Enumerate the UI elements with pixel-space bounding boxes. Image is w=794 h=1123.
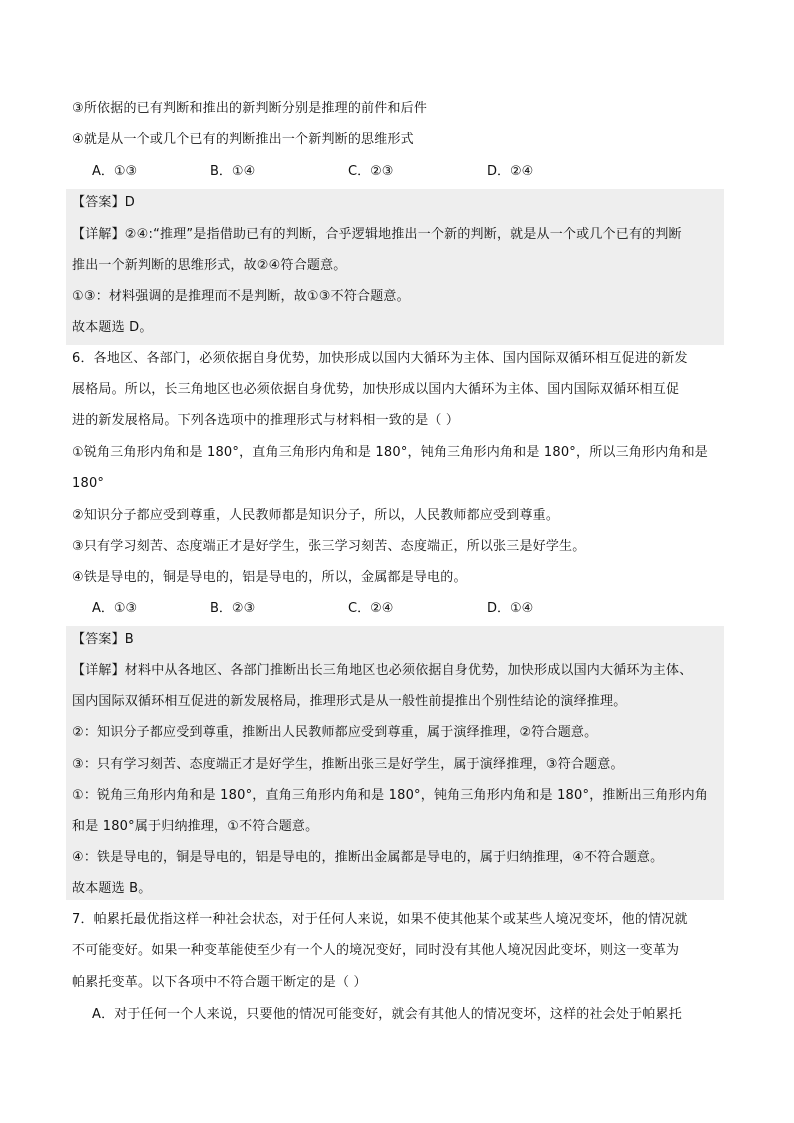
q6-analysis-line: ④：铁是导电的，铜是导电的，铝是导电的，推断出金属都是导电的，属于归纳推理，④不符合题意。 xyxy=(72,850,664,865)
q5-analysis-line: 【详解】②④:“推理”是指借助已有的判断，合乎逻辑地推出一个新的判断，就是从一个或几个已有的判断 xyxy=(72,227,682,242)
q6-analysis-line: 【详解】材料中从各地区、各部门推断出长三角地区也必须依据自身优势，加快形成以国内大循环为主体、 xyxy=(72,663,693,678)
q6-answer: 【答案】B xyxy=(72,632,134,647)
q5-option-c: C．②③ xyxy=(348,164,394,179)
q5-answer: 【答案】D xyxy=(72,195,136,210)
q6-stem-line: 进的新发展格局。下列各选项中的推理形式与材料相一致的是（ ） xyxy=(72,413,460,428)
q6-analysis-line: 和是 180°属于归纳推理，①不符合题意。 xyxy=(72,819,319,834)
q7-option-a: A．对于任何一个人来说，只要他的情况可能变好，就会有其他人的情况变坏，这样的社会处于帕累托 xyxy=(92,1007,682,1022)
q6-item-1: ①锐角三角形内角和是 180°，直角三角形内角和是 180°，钝角三角形内角和是 180°，所以三角形内角和是 xyxy=(72,445,708,460)
q6-stem-line: 6．各地区、各部门，必须依据自身优势，加快形成以国内大循环为主体、国内国际双循环相互促进的新发 xyxy=(72,351,688,366)
q7-stem-line: 7．帕累托最优指这样一种社会状态，对于任何人来说，如果不使其他某个或某些人境况变坏，他的情况就 xyxy=(72,912,688,927)
q6-item-4: ④铁是导电的，铜是导电的，铝是导电的，所以，金属都是导电的。 xyxy=(72,570,467,585)
q6-analysis-line: ①：锐角三角形内角和是 180°，直角三角形内角和是 180°，钝角三角形内角和是 180°，推断出三角形内角 xyxy=(72,788,708,803)
q5-option-b: B．①④ xyxy=(210,164,256,179)
q5-analysis-line: 推出一个新判断的思维形式，故②④符合题意。 xyxy=(72,258,347,273)
q6-option-a: A．①③ xyxy=(92,601,138,616)
q6-item-3: ③只有学习刻苦、态度端正才是好学生，张三学习刻苦、态度端正，所以张三是好学生。 xyxy=(72,539,586,554)
q6-stem-line: 展格局。所以，长三角地区也必须依据自身优势，加快形成以国内大循环为主体、国内国际双循环相互促 xyxy=(72,382,680,397)
q5-analysis-line: 故本题选 D。 xyxy=(72,320,153,335)
q7-stem-line: 不可能变好。如果一种变革能使至少有一个人的境况变好，同时没有其他人境况因此变坏，则这一变革为 xyxy=(72,943,680,958)
q6-analysis-line: ②：知识分子都应受到尊重，推断出人民教师都应受到尊重，属于演绎推理，②符合题意。 xyxy=(72,725,598,740)
q6-option-b: B．②③ xyxy=(210,601,256,616)
q5-item-4: ④就是从一个或几个已有的判断推出一个新判断的思维形式 xyxy=(72,132,414,147)
q6-item-1-cont: 180° xyxy=(72,476,105,491)
q5-option-a: A．①③ xyxy=(92,164,138,179)
q6-option-d: D．①④ xyxy=(487,601,534,616)
q6-item-2: ②知识分子都应受到尊重，人民教师都是知识分子，所以，人民教师都应受到尊重。 xyxy=(72,508,560,523)
q7-stem-line: 帕累托变革。以下各项中不符合题干断定的是（ ） xyxy=(72,975,367,990)
q5-analysis-line: ①③：材料强调的是推理而不是判断，故①③不符合题意。 xyxy=(72,289,410,304)
q6-analysis-line: 国内国际双循环相互促进的新发展格局，推理形式是从一般性前提推出个别性结论的演绎推理。 xyxy=(72,694,627,709)
q6-analysis-line: 故本题选 B。 xyxy=(72,881,152,896)
q5-option-d: D．②④ xyxy=(487,164,534,179)
q5-item-3: ③所依据的已有判断和推出的新判断分别是推理的前件和后件 xyxy=(72,101,428,116)
q6-option-c: C．②④ xyxy=(348,601,394,616)
q6-analysis-line: ③：只有学习刻苦、态度端正才是好学生，推断出张三是好学生，属于演绎推理，③符合题意。 xyxy=(72,757,624,772)
